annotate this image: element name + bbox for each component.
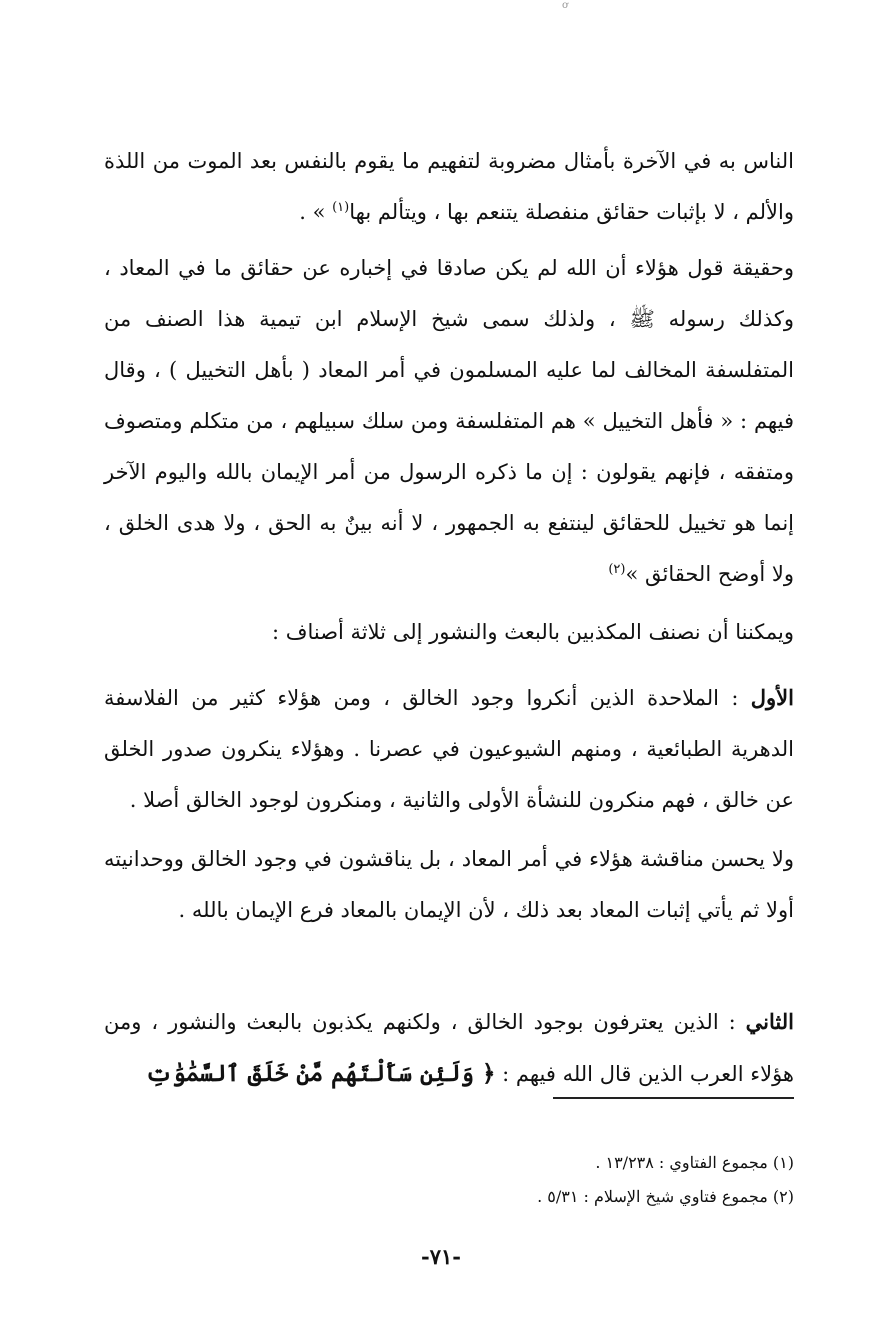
page-number: -٧١- [421, 1244, 461, 1269]
paragraph-6 [104, 996, 794, 1100]
footnote-1: (١) مجموع الفتاوي : ١٣/٢٣٨ . [595, 1153, 794, 1172]
footnote-ref-2[interactable]: (٢) [608, 562, 626, 577]
paragraph-2-text: وحقيقة قول هؤلاء أن الله لم يكن صادقا في إخباره عن حقائق ما في المعاد ، وكذلك رسوله ﷺ ، ولذلك سمى شيخ الإسلام ابن تيمية هذا الصنف من المتفلسفة المخالف لما عليه المسلمون في أمر المعاد ( بأهل التخييل ) ، وقال فيهم : « فأهل التخييل » هم المتفلسفة ومن سلك سبيلهم ، من متكلم ومتصوف ومتفقه ، فإنهم يقولون : إن ما ذكره الرسول من أمر الإيمان بالله واليوم الآخر إنما هو تخييل للحقائق لينتفع به الجمهور ، لا أنه بينٌ به الحق ، ولا هدى الخلق ، ولا أوضح الحقائق » [104, 256, 794, 586]
paragraph-5-text: ولا يحسن مناقشة هؤلاء في أمر المعاد ، بل يناقشون في وجود الخالق ووحدانيته أولا ثم يأتي إثبات المعاد بعد ذلك ، لأن الإيمان بالمعاد فرع الإيمان بالله . [104, 847, 794, 922]
paragraph-5 [104, 834, 794, 936]
footnotes [404, 1146, 794, 1214]
paragraph-2 [104, 243, 794, 600]
footnote-2: (٢) مجموع فتاوي شيخ الإسلام : ٥/٣١ . [537, 1187, 794, 1206]
footnote-divider [553, 1097, 794, 1099]
paragraph-1-tail: » . [299, 200, 333, 224]
paragraph-3-text: ويمكننا أن نصنف المكذبين بالبعث والنشور إلى ثلاثة أصناف : [271, 620, 794, 644]
paragraph-1 [104, 136, 794, 238]
paragraph-1-text: الناس به في الآخرة بأمثال مضروبة لتفهيم ما يقوم بالنفس بعد الموت من اللذة والألم ، لا بإثبات حقائق منفصلة يتنعم بها ، ويتألم بها [104, 149, 794, 224]
paragraph-6-lead: الثاني [745, 1009, 794, 1034]
quran-verse: ﴿ وَلَئِن سَأَلْتَهُم مَّنْ خَلَقَ ٱلسَّمَٰوَٰتِ [145, 1060, 496, 1087]
corner-mark: ơ [562, 0, 569, 11]
paragraph-3 [104, 607, 794, 658]
paragraph-4-text: : الملاحدة الذين أنكروا وجود الخالق ، ومن هؤلاء كثير من الفلاسفة الدهرية الطبائعية ، ومنهم الشيوعيون في عصرنا . وهؤلاء ينكرون صدور الخلق عن خالق ، فهم منكرون للنشأة الأولى والثانية ، ومنكرون لوجود الخالق أصلا . [104, 686, 794, 812]
paragraph-6-text: : الذين يعترفون بوجود الخالق ، ولكنهم يكذبون بالبعث والنشور ، ومن هؤلاء العرب الذين قال الله فيهم : [104, 1010, 794, 1086]
paragraph-4 [104, 672, 794, 826]
footnote-ref-1[interactable]: (١) [332, 200, 350, 215]
paragraph-4-lead: الأول [750, 685, 794, 710]
